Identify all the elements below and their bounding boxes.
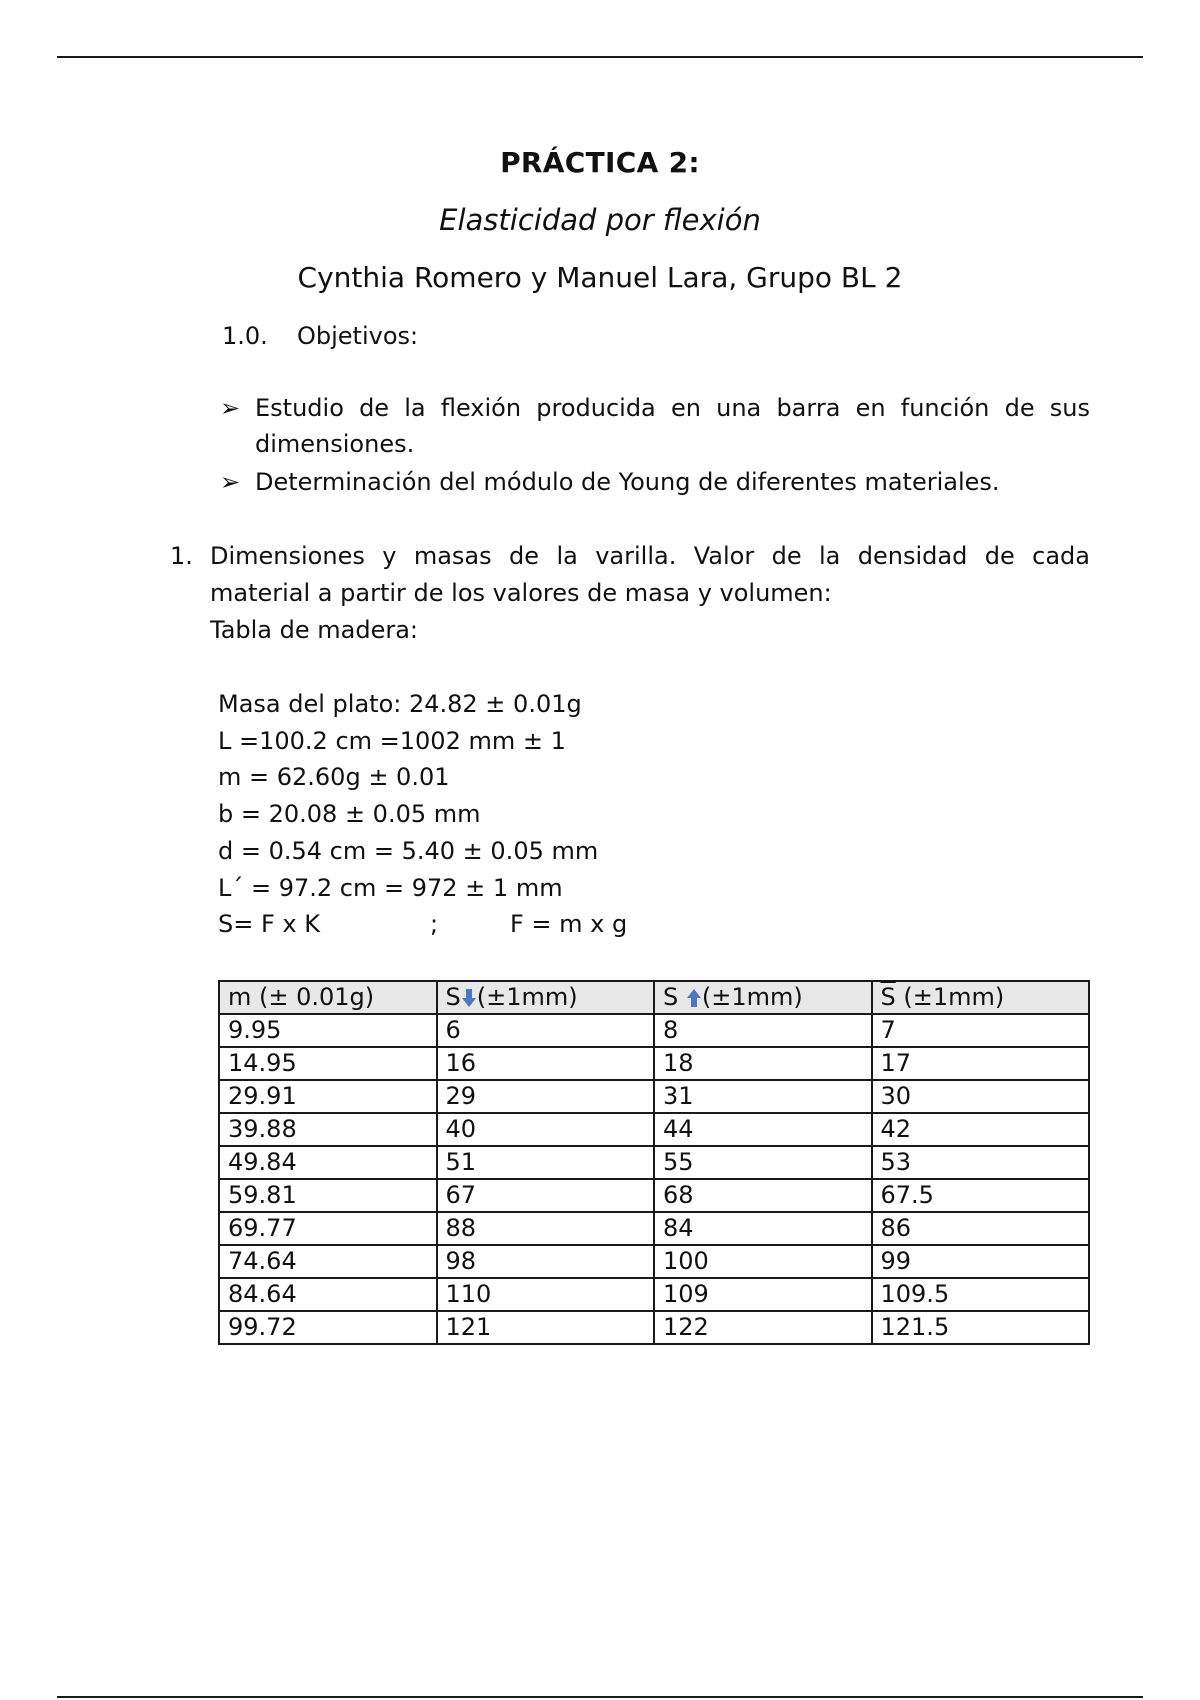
header-s-down xyxy=(437,981,655,1014)
list-item xyxy=(220,464,1090,500)
cell-s-up: 44 xyxy=(654,1113,872,1146)
page-subtitle: Elasticidad por flexión xyxy=(439,203,761,237)
cell-s-up: 18 xyxy=(654,1047,872,1080)
table-row xyxy=(219,1047,1089,1080)
cell-s-up: 31 xyxy=(654,1080,872,1113)
up-arrow-icon xyxy=(686,988,702,1008)
header-s-up-unit: (±1mm) xyxy=(701,983,803,1011)
top-rule xyxy=(57,56,1143,58)
param-b: b = 20.08 ± 0.05 mm xyxy=(218,800,481,829)
cell-mass: 14.95 xyxy=(219,1047,437,1080)
cell-s-up: 109 xyxy=(654,1278,872,1311)
bullet-text: Estudio de la flexión producida en una barra en función de sus dimensiones. xyxy=(255,394,1090,458)
cell-s-mean: 42 xyxy=(872,1113,1090,1146)
cell-s-mean: 121.5 xyxy=(872,1311,1090,1344)
cell-mass: 9.95 xyxy=(219,1014,437,1047)
table-row xyxy=(219,1113,1089,1146)
param-m: m = 62.60g ± 0.01 xyxy=(218,763,450,792)
cell-s-down: 67 xyxy=(437,1179,655,1212)
cell-s-up: 84 xyxy=(654,1212,872,1245)
numbered-item xyxy=(170,538,1090,649)
table-row xyxy=(219,1278,1089,1311)
formula-separator: ; xyxy=(430,910,439,939)
objectives-heading xyxy=(222,322,418,350)
cell-s-down: 110 xyxy=(437,1278,655,1311)
table-row xyxy=(219,1014,1089,1047)
cell-mass: 99.72 xyxy=(219,1311,437,1344)
table-row xyxy=(219,1245,1089,1278)
cell-s-down: 29 xyxy=(437,1080,655,1113)
page-title: PRÁCTICA 2: xyxy=(500,146,700,179)
cell-s-mean: 17 xyxy=(872,1047,1090,1080)
cell-mass: 39.88 xyxy=(219,1113,437,1146)
table-label: Tabla de madera: xyxy=(210,616,419,644)
param-L: L =100.2 cm =1002 mm ± 1 xyxy=(218,726,566,755)
table-row xyxy=(219,1080,1089,1113)
header-s-up xyxy=(654,981,872,1014)
objectives-number: 1.0. xyxy=(222,322,268,350)
cell-mass: 29.91 xyxy=(219,1080,437,1113)
cell-s-up: 100 xyxy=(654,1245,872,1278)
objectives-label: Objetivos: xyxy=(297,322,419,350)
param-masa-plato: Masa del plato: 24.82 ± 0.01g xyxy=(218,690,582,718)
cell-s-mean: 30 xyxy=(872,1080,1090,1113)
cell-s-down: 88 xyxy=(437,1212,655,1245)
table-row xyxy=(219,1179,1089,1212)
table-row xyxy=(219,1212,1089,1245)
formula-row xyxy=(218,906,627,943)
bullet-text: Determinación del módulo de Young de diferentes materiales. xyxy=(255,468,1000,496)
bottom-rule xyxy=(57,1696,1143,1698)
table-row xyxy=(219,1311,1089,1344)
cell-mass: 84.64 xyxy=(219,1278,437,1311)
arrow-bullet-icon: ➢ xyxy=(220,468,241,496)
cell-s-up: 8 xyxy=(654,1014,872,1047)
cell-s-mean: 53 xyxy=(872,1146,1090,1179)
header-s-down-unit: (±1mm) xyxy=(476,983,578,1011)
arrow-bullet-icon: ➢ xyxy=(220,394,241,422)
param-d: d = 0.54 cm = 5.40 ± 0.05 mm xyxy=(218,836,599,865)
param-L-prime: L´ = 97.2 cm = 972 ± 1 mm xyxy=(218,873,563,902)
cell-s-mean: 7 xyxy=(872,1014,1090,1047)
formula-s: S= F x K xyxy=(218,910,320,939)
table-header-row xyxy=(219,981,1089,1014)
down-arrow-icon xyxy=(461,988,477,1008)
cell-s-up: 68 xyxy=(654,1179,872,1212)
cell-s-down: 6 xyxy=(437,1014,655,1047)
table-row xyxy=(219,1146,1089,1179)
cell-mass: 49.84 xyxy=(219,1146,437,1179)
cell-s-mean: 86 xyxy=(872,1212,1090,1245)
data-table xyxy=(218,980,1090,1345)
header-s-up-symbol: S xyxy=(663,983,679,1011)
header-s-mean-unit: (±1mm) xyxy=(895,983,1005,1011)
cell-s-down: 98 xyxy=(437,1245,655,1278)
item-text: Dimensiones y masas de la varilla. Valor de la densidad de cada material a partir de los valores de masa y volumen: xyxy=(210,542,1090,607)
cell-s-mean: 99 xyxy=(872,1245,1090,1278)
cell-mass: 74.64 xyxy=(219,1245,437,1278)
cell-s-down: 16 xyxy=(437,1047,655,1080)
authors-line: Cynthia Romero y Manuel Lara, Grupo BL 2 xyxy=(297,261,903,294)
cell-s-down: 40 xyxy=(437,1113,655,1146)
cell-s-mean: 109.5 xyxy=(872,1278,1090,1311)
header-mass: m (± 0.01g) xyxy=(219,981,437,1014)
header-s-mean xyxy=(872,981,1090,1014)
list-item xyxy=(220,390,1090,462)
header-s-mean-symbol: $\overline{S}$ xyxy=(880,983,896,1011)
cell-s-down: 51 xyxy=(437,1146,655,1179)
cell-mass: 69.77 xyxy=(219,1212,437,1245)
item-number: 1. xyxy=(170,542,193,570)
objectives-list xyxy=(220,390,1090,502)
parameters-block xyxy=(218,686,627,943)
cell-s-mean: 67.5 xyxy=(872,1179,1090,1212)
header-s-down-symbol: S xyxy=(445,983,461,1011)
cell-s-down: 121 xyxy=(437,1311,655,1344)
formula-f: F = m x g xyxy=(510,910,628,939)
cell-mass: 59.81 xyxy=(219,1179,437,1212)
cell-s-up: 55 xyxy=(654,1146,872,1179)
cell-s-up: 122 xyxy=(654,1311,872,1344)
